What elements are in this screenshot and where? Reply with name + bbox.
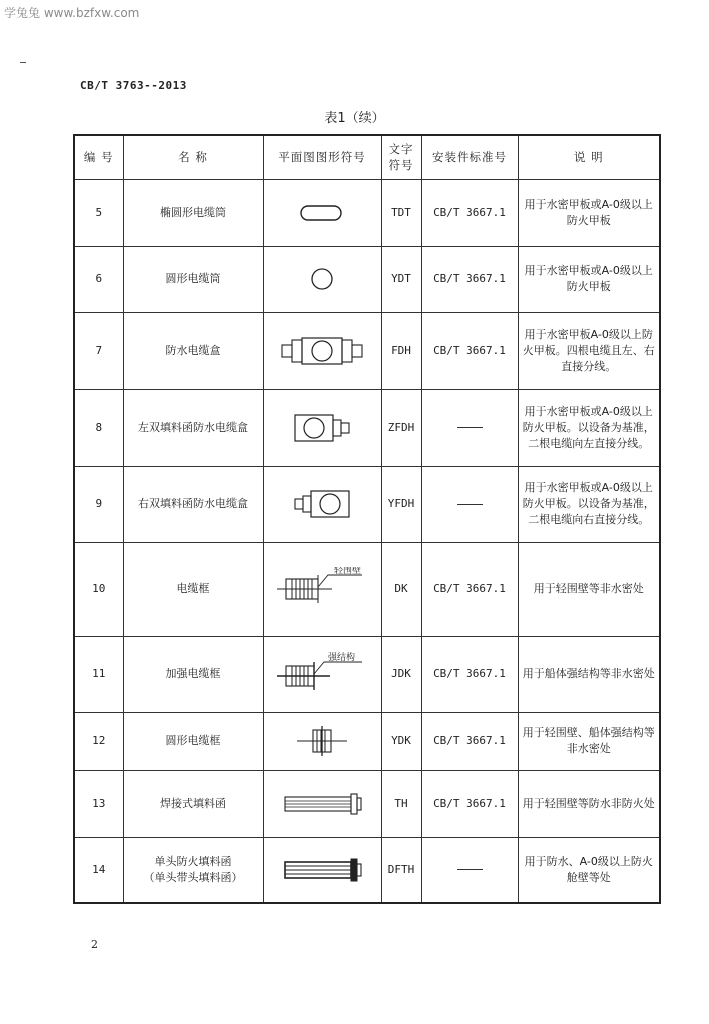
row-name: 焊接式填料函 [123,770,263,837]
table-row [74,712,660,770]
row-number: 5 [74,179,123,246]
row-number: 8 [74,389,123,466]
oval-tube-icon [292,201,352,225]
row-number: 11 [74,636,123,712]
table-row [74,466,660,542]
row-symbol [263,389,381,466]
row-standard: CB/T 3667.1 [421,179,518,246]
row-standard: CB/T 3667.1 [421,312,518,389]
row-description: 用于水密甲板或A-0级以上防火甲板。以设备为基准，二根电缆向右直接分线。 [518,466,660,542]
welded-gland-icon [277,789,367,819]
circle-tube-icon [307,264,337,294]
table-row [74,542,660,636]
header-desc: 说 明 [518,135,660,179]
right-gland-box-icon [287,487,357,521]
waterproof-box-icon [277,334,367,368]
row-symbol [263,712,381,770]
row-symbol [263,837,381,903]
left-gland-box-icon [287,411,357,445]
row-description: 用于轻围壁等防水非防火处 [518,770,660,837]
row-code: YFDH [381,466,421,542]
row-code: JDK [381,636,421,712]
table-row [74,770,660,837]
table-row [74,179,660,246]
table-row [74,636,660,712]
row-standard: CB/T 3667.1 [421,712,518,770]
dash-mark [457,869,483,870]
header-standard: 安装件标准号 [421,135,518,179]
header-code: 文字符号 [381,135,421,179]
row-name: 加强电缆框 [123,636,263,712]
row-description: 用于防水、A-0级以上防火舱壁等处 [518,837,660,903]
table-row [74,837,660,903]
margin-mark [20,62,26,63]
cable-frame-icon [272,567,372,611]
row-symbol [263,636,381,712]
row-description: 用于轻围壁等非水密处 [518,542,660,636]
symbol-table [73,134,661,904]
row-code: DFTH [381,837,421,903]
single-fire-gland-icon [277,855,367,885]
row-name: 电缆框 [123,542,263,636]
row-name: 圆形电缆筒 [123,246,263,312]
row-code: DK [381,542,421,636]
row-code: YDT [381,246,421,312]
row-code: TH [381,770,421,837]
row-code: FDH [381,312,421,389]
row-standard-empty [421,389,518,466]
row-code: TDT [381,179,421,246]
dash-mark [457,427,483,428]
dash-mark [457,504,483,505]
row-number: 14 [74,837,123,903]
row-description: 用于水密甲板或A-0级以上防火甲板 [518,246,660,312]
row-number: 6 [74,246,123,312]
row-standard: CB/T 3667.1 [421,636,518,712]
row-symbol [263,179,381,246]
row-standard: CB/T 3667.1 [421,246,518,312]
row-description: 用于船体强结构等非水密处 [518,636,660,712]
row-code: YDK [381,712,421,770]
row-description: 用于轻围壁、船体强结构等非水密处 [518,712,660,770]
reinforced-frame-icon [272,652,372,696]
row-number: 13 [74,770,123,837]
row-description: 用于水密甲板A-0级以上防火甲板。四根电缆且左、右直接分线。 [518,312,660,389]
symbol-label: 强结构 [328,653,356,663]
row-symbol [263,312,381,389]
round-frame-icon [287,724,357,758]
row-description: 用于水密甲板或A-0级以上防火甲板 [518,179,660,246]
row-standard: CB/T 3667.1 [421,542,518,636]
row-code: ZFDH [381,389,421,466]
row-symbol [263,246,381,312]
row-standard-empty [421,466,518,542]
header-symbol: 平面图图形符号 [263,135,381,179]
table-row [74,312,660,389]
symbol-label: 轻围壁 [334,567,362,576]
table-header-row [74,135,660,179]
row-name: 防水电缆盒 [123,312,263,389]
row-name: 单头防火填料函 （单头带头填料函） [123,837,263,903]
row-name: 左双填料函防水电缆盒 [123,389,263,466]
header-no: 编 号 [74,135,123,179]
row-symbol [263,770,381,837]
row-symbol [263,466,381,542]
table-row [74,246,660,312]
row-number: 7 [74,312,123,389]
table-caption: 表1（续） [324,111,385,126]
standard-code: CB/T 3763--2013 [80,79,187,92]
row-symbol [263,542,381,636]
row-number: 12 [74,712,123,770]
row-name: 椭圆形电缆筒 [123,179,263,246]
table-row [74,389,660,466]
row-name: 右双填料函防水电缆盒 [123,466,263,542]
row-description: 用于水密甲板或A-0级以上防火甲板。以设备为基准，二根电缆向左直接分线。 [518,389,660,466]
row-standard-empty [421,837,518,903]
row-standard: CB/T 3667.1 [421,770,518,837]
header-name: 名 称 [123,135,263,179]
row-number: 10 [74,542,123,636]
row-number: 9 [74,466,123,542]
page-number: 2 [91,938,98,951]
watermark: 学兔兔 www.bzfxw.com [4,6,140,20]
row-name: 圆形电缆框 [123,712,263,770]
